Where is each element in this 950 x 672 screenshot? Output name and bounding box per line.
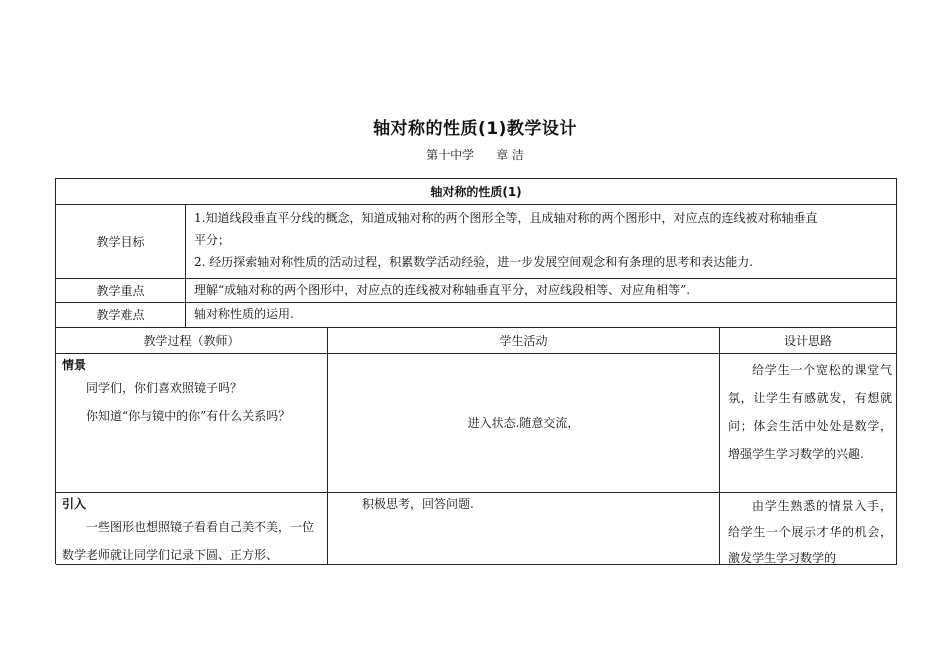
document-title: 轴对称的性质(1)教学设计 [373,119,577,139]
table-header: 轴对称的性质(1) [56,179,897,205]
column-header-teacher: 教学过程（教师） [56,328,328,354]
lesson-plan-table [55,178,897,564]
goal-line-2: 平分； [194,233,231,247]
table-row-scenario-teacher [56,354,328,493]
goal-line-1: 1.知道线段垂直平分线的概念，知道成轴对称的两个图形全等，且成轴对称的两个图形中，对应点的连线被对称轴垂直 [194,211,818,225]
section-title-intro: 引入 [62,497,87,511]
teacher-text: 同学们，你们喜欢照镜子吗？ [86,381,243,395]
table-row-intro-design: 由学生熟悉的情景入手，给学生一个展示才华的机会，激发学生学习数学的 [720,493,897,565]
table-row-intro-student: 积极思考，回答问题. [328,493,720,565]
goals-content [186,205,897,279]
key-point-label: 教学重点 [56,279,186,303]
document-byline [0,146,950,163]
section-title-scenario: 情景 [62,358,87,372]
table-row-scenario-student: 进入状态.随意交流， [328,354,720,493]
column-header-design: 设计思路 [720,328,897,354]
author-name: 章 洁 [496,148,524,162]
table-row-intro-teacher [56,493,328,565]
difficult-point-label: 教学难点 [56,303,186,328]
key-point-content: 理解“成轴对称的两个图形中，对应点的连线被对称轴垂直平分，对应线段相等、对应角相等”. [186,279,897,303]
table-row-scenario-design: 给学生一个宽松的课堂气氛，让学生有感就发，有想就问；体会生活中处处是数学，增强学生学习数学的兴趣. [720,354,897,493]
goal-line-3: 2. 经历探索轴对称性质的活动过程，积累数学活动经验，进一步发展空间观念和有条理的思考和表达能力. [194,255,754,269]
difficult-point-content: 轴对称性质的运用. [186,303,897,328]
column-header-student: 学生活动 [328,328,720,354]
teacher-text: 你知道“你与镜中的你”有什么关系吗？ [86,409,291,423]
school-name: 第十中学 [426,148,475,162]
goals-label: 教学目标 [56,205,186,279]
teacher-text: 一些图形也想照镜子看看自己美不美，一位数学老师就让同学们记录下圆、正方形、 [62,520,315,562]
